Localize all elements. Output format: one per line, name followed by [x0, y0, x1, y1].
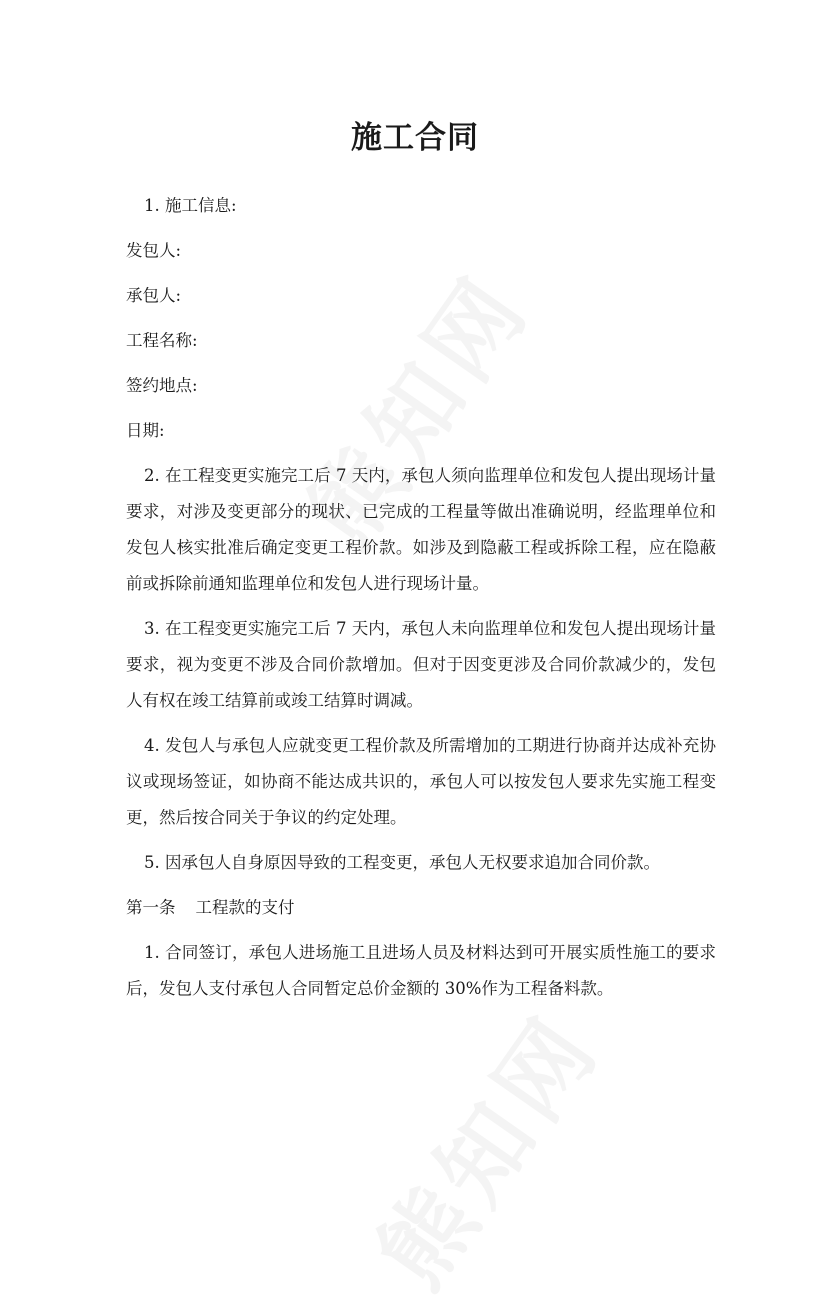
paragraph: 3. 在工程变更实施完工后 7 天内，承包人未向监理单位和发包人提出现场计量要求，视为变更不涉及合同价款增加。但对于因变更涉及合同价款减少的，发包人有权在竣工结算前或竣工结算时调减。: [126, 619, 716, 710]
field-label-contractor: 承包人:: [126, 286, 182, 305]
paragraph: 1. 合同签订，承包人进场施工且进场人员及材料达到可开展实质性施工的要求后，发包人支付承包人合同暂定总价金额的 30%作为工程备料款。: [126, 943, 716, 998]
clause-number: 第一条: [126, 898, 176, 917]
field-label-date: 日期:: [126, 421, 165, 440]
field-label-signing-place: 签约地点:: [126, 376, 198, 395]
paragraph: 4. 发包人与承包人应就变更工程价款及所需增加的工期进行协商并达成补充协议或现场签证，如协商不能达成共识的，承包人可以按发包人要求先实施工程变更，然后按合同关于争议的约定处理。: [126, 736, 716, 827]
field-label-project-name: 工程名称:: [126, 331, 198, 350]
field-label-employer: 发包人:: [126, 241, 182, 260]
clause-heading: [126, 890, 716, 926]
document-body: [126, 188, 716, 1016]
paragraph: 2. 在工程变更实施完工后 7 天内，承包人须向监理单位和发包人提出现场计量要求，对涉及变更部分的现状、已完成的工程量等做出准确说明，经监理单位和发包人核实批准后确定变更工程价款。如涉及到隐蔽工程或拆除工程，应在隐蔽前或拆除前通知监理单位和发包人进行现场计量。: [126, 466, 716, 593]
section-heading: 1. 施工信息:: [144, 196, 237, 215]
clause-title: 工程款的支付: [195, 898, 295, 917]
document-title: 施工合同: [351, 120, 479, 156]
watermark: [341, 983, 625, 1309]
paragraph: 5. 因承包人自身原因导致的工程变更，承包人无权要求追加合同价款。: [144, 853, 660, 872]
